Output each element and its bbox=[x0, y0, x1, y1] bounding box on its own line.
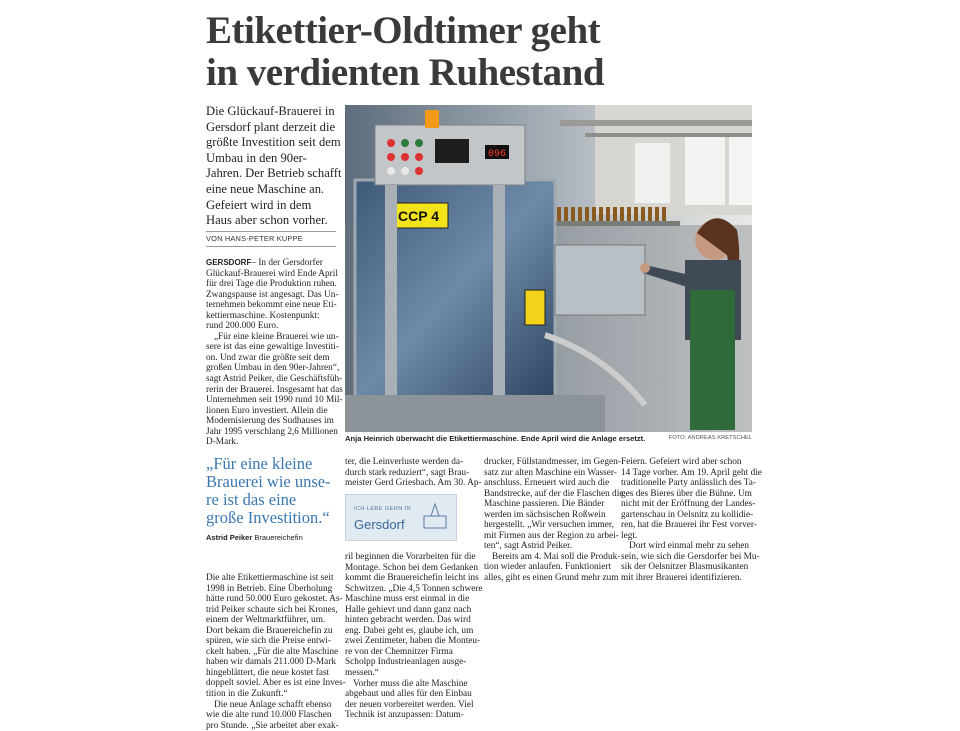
text-line: mit Firmen aus der Region zu arbei- bbox=[484, 530, 619, 541]
text-line: Modernisierung des Sudhauses im bbox=[206, 416, 334, 427]
text-line: Jahr 1995 verschlang 2,6 Millionen bbox=[206, 426, 338, 437]
text-line: ril beginnen die Vorarbeiten für die bbox=[345, 552, 476, 562]
article-column-1-bottom bbox=[206, 573, 346, 731]
text-line: anschluss. Erneuert wird auch die bbox=[484, 478, 610, 489]
photo-caption: Anja Heinrich überwacht die Etikettiermaschine. Ende April wird die Anlage ersetzt. bbox=[345, 434, 646, 443]
article-column-2-bottom bbox=[345, 552, 483, 721]
text-line: für drei Tage die Produktion ruhen. bbox=[206, 279, 337, 290]
text-line: spüren, wie sich die Preise entwi- bbox=[206, 636, 331, 647]
quote-role: Brauereichefin bbox=[254, 533, 303, 542]
machine-display: 096 bbox=[488, 149, 507, 160]
text-line: der neuen vorbereitet werden. Viel bbox=[345, 699, 474, 710]
text-line: hingeblättert, die neue kostet fast bbox=[206, 667, 330, 678]
text-line: ter, die Leinverluste werden da- bbox=[345, 457, 464, 467]
text-line: Schwitzen. „Die 4,5 Tonnen schwere bbox=[345, 583, 483, 594]
bottling-machine-illustration bbox=[345, 105, 752, 432]
text-line: werden im sächsischen Roßwein bbox=[484, 509, 606, 520]
text-line: Maschine muss erst einmal in die bbox=[345, 594, 470, 605]
heart-box-town: Gersdorf bbox=[354, 517, 405, 532]
brewery-photo bbox=[345, 105, 752, 432]
text-line: rerin der Brauerei. Insgesamt hat das bbox=[206, 384, 343, 395]
text-line: mit ihrer Brauerei identifizieren. bbox=[621, 573, 742, 584]
text-line: Scholpp Industrieanlagen ausge- bbox=[345, 657, 467, 668]
text-line: Zwangspause ist angesagt. Das Un- bbox=[206, 289, 339, 300]
ccp-label: CCP 4 bbox=[398, 208, 439, 224]
text-line: großen Umbau in den 90er-Jahren“, bbox=[206, 363, 340, 374]
text-line: abgebaut und alles für den Einbau bbox=[345, 689, 472, 700]
text-line: sik der Oelsnitzer Blasmusikanten bbox=[621, 562, 749, 573]
headline bbox=[206, 10, 766, 94]
text-line: wie die alte rund 10.000 Flaschen bbox=[206, 710, 332, 721]
text-line: Montage. Schon bei dem Gedanken bbox=[345, 562, 478, 573]
text-line: Dort bekam die Brauereichefin zu bbox=[206, 625, 333, 636]
text-line: zwei Zentimeter, haben die Monteu- bbox=[345, 636, 481, 647]
text-line: ten“, sagt Astrid Peiker. bbox=[484, 541, 573, 552]
lede-line: Haus aber schon vorher. bbox=[206, 213, 328, 228]
text-line: messen.“ bbox=[345, 668, 379, 679]
headline-line-1: Etikettier-Oldtimer geht bbox=[206, 9, 601, 52]
text-line: drucker, Füllstandmesser, im Gegen- bbox=[484, 457, 621, 467]
text-line: 14 Tage vorher. Am 19. April geht die bbox=[621, 467, 762, 478]
ich-lebe-gern-box bbox=[345, 494, 457, 541]
quote-line: Brauerei wie unse- bbox=[206, 472, 331, 491]
text-line: lionen Euro investiert. Allein die bbox=[206, 405, 328, 416]
text-line: traditionelle Party anlässlich des Ta- bbox=[621, 478, 756, 489]
text-line: Bandstrecke, auf der die Flaschen die bbox=[484, 488, 624, 499]
lede-line: Gersdorf plant derzeit die bbox=[206, 119, 336, 134]
text-line: Vorher muss die alte Maschine bbox=[353, 678, 468, 689]
text-line: eng. Dabei geht es, glaube ich, um bbox=[345, 625, 474, 636]
article-column-1-top bbox=[206, 258, 343, 448]
lede-line: Umbau in den 90er- bbox=[206, 150, 307, 165]
text-line: ternehmen bekommt eine neue Eti- bbox=[206, 300, 337, 311]
text-line: meister Gerd Griesbach. Am 30. Ap- bbox=[345, 478, 482, 489]
text-line: – In der Gersdorfer bbox=[251, 258, 323, 268]
text-line: ckelt haben. „Für die alte Maschine bbox=[206, 646, 339, 657]
text-line: Unternehmen seit 1990 rund 10 Mil- bbox=[206, 395, 343, 406]
text-line: sagt Astrid Peiker, die Geschäftsfüh- bbox=[206, 374, 343, 385]
quote-attribution bbox=[206, 533, 303, 542]
byline-rule-top bbox=[206, 231, 336, 232]
text-line: D-Mark. bbox=[206, 437, 239, 448]
text-line: hinten gebracht werden. Das wird bbox=[345, 615, 471, 626]
text-line: Maschine passieren. Die Bänder bbox=[484, 499, 605, 510]
text-line: sein, wie sich die Gersdorfer bei Mu- bbox=[621, 551, 760, 562]
lede-line: Jahren. Der Betrieb schafft bbox=[206, 166, 342, 181]
text-line: durch stark reduziert“, sagt Brau- bbox=[345, 467, 470, 478]
quote-line: re ist das eine bbox=[206, 490, 297, 509]
lede-text bbox=[206, 104, 342, 229]
text-line: legt. bbox=[621, 530, 638, 541]
byline-rule-bottom bbox=[206, 246, 336, 247]
text-line: pro Stunde. „Sie arbeitet aber exak- bbox=[206, 720, 339, 731]
text-line: ren, hat die Brauerei ihr Fest vorver- bbox=[621, 520, 757, 531]
text-line: sere ist das eine gewaltige Investiti- bbox=[206, 342, 339, 353]
text-line: ges des Bieres über die Bühne. Um bbox=[621, 488, 752, 499]
heart-box-label: ICH LEBE GERN IN bbox=[354, 506, 411, 512]
text-line: Feiern. Gefeiert wird aber schon bbox=[621, 457, 742, 467]
headline-line-2: in verdienten Ruhestand bbox=[206, 51, 605, 94]
text-line: trid Peiker schaute sich bei Krones, bbox=[206, 604, 338, 615]
text-line: Technik ist anzupassen: Datum- bbox=[345, 710, 464, 721]
text-line: Bereits am 4. Mai soll die Produk- bbox=[492, 551, 621, 562]
text-line: Die neue Anlage schafft ebenso bbox=[214, 699, 332, 710]
text-line: Die alte Etikettiermaschine ist seit bbox=[206, 573, 334, 583]
article-column-4 bbox=[621, 457, 762, 584]
lede-line: Die Glückauf-Brauerei in bbox=[206, 104, 335, 118]
pull-quote bbox=[206, 455, 334, 527]
dateline: GERSDORF bbox=[206, 258, 252, 267]
text-line: on. Und zwar die größte seit dem bbox=[206, 352, 330, 363]
quote-line: große Investition.“ bbox=[206, 508, 330, 527]
text-line: Dort wird einmal mehr zu sehen bbox=[629, 541, 750, 552]
quote-line: „Für eine kleine bbox=[206, 454, 313, 473]
lede-line: Gefeiert wird in dem bbox=[206, 197, 312, 212]
text-line: haben wir damals 211.000 D-Mark bbox=[206, 657, 337, 668]
text-line: re von der Chemnitzer Firma bbox=[345, 646, 453, 657]
text-line: Glückauf-Brauerei wird Ende April bbox=[206, 268, 338, 279]
lede-line: eine neue Maschine an. bbox=[206, 181, 325, 196]
text-line: alles, gibt es einen Grund mehr zum bbox=[484, 573, 619, 584]
lede-line: größte Investition seit dem bbox=[206, 135, 341, 150]
text-line: Halle gehievt und dann ganz nach bbox=[345, 604, 472, 615]
text-line: kettiermaschine. Kostenpunkt: bbox=[206, 310, 320, 321]
article-column-3 bbox=[484, 457, 624, 584]
text-line: tition in die Zukunft.“ bbox=[206, 689, 288, 700]
article-column-2-top bbox=[345, 457, 480, 489]
text-line: doppelt soviel. Aber es ist eine Inves- bbox=[206, 678, 346, 689]
text-line: „Für eine kleine Brauerei wie un- bbox=[214, 331, 339, 342]
text-line: hergestellt. „Wir versuchen immer, bbox=[484, 520, 614, 531]
text-line: einem der Weltmarktführer, um. bbox=[206, 615, 326, 626]
text-line: tion wieder anlaufen. Funktioniert bbox=[484, 562, 612, 573]
text-line: gartenschau in Oelsnitz zu kollidie- bbox=[621, 509, 754, 520]
text-line: hätte rund 50.000 Euro gekostet. As- bbox=[206, 594, 343, 605]
photo-caption-row bbox=[345, 434, 752, 443]
text-line: 1998 in Betrieb. Eine Überholung bbox=[206, 583, 333, 594]
byline: VON HANS-PETER KUPPE bbox=[206, 234, 303, 243]
text-line: rund 200.000 Euro. bbox=[206, 321, 279, 332]
text-line: kommt die Brauereichefin leicht ins bbox=[345, 573, 479, 584]
town-church-icon bbox=[420, 502, 450, 532]
quote-author: Astrid Peiker bbox=[206, 533, 253, 542]
text-line: satz zur alten Maschine ein Wasser- bbox=[484, 467, 617, 478]
photo-credit: FOTO: ANDREAS KRETSCHEL bbox=[668, 435, 752, 441]
text-line: nicht mit der Eröffnung der Landes- bbox=[621, 499, 756, 510]
